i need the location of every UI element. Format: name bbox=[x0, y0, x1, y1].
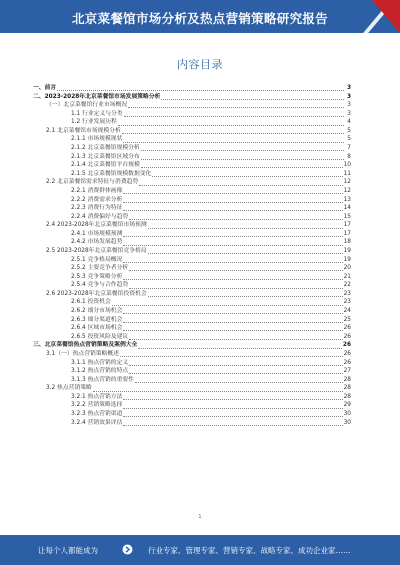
toc-entry[interactable] bbox=[33, 93, 351, 102]
toc-entry-page: 11 bbox=[343, 170, 351, 177]
toc-leader-dots bbox=[135, 377, 343, 383]
page-header bbox=[0, 0, 400, 33]
toc-entry[interactable] bbox=[33, 135, 351, 144]
toc-entry[interactable] bbox=[33, 127, 351, 136]
toc-leader-dots bbox=[122, 128, 344, 134]
toc-entry[interactable] bbox=[33, 247, 351, 256]
toc-entry-label: 2.2.2 消费需求分析 bbox=[71, 196, 123, 203]
toc-entry-page: 14 bbox=[343, 205, 351, 212]
toc-leader-dots bbox=[129, 283, 342, 289]
toc-entry-label: 1.2 行业发展历程 bbox=[71, 119, 117, 126]
toc-entry-page: 30 bbox=[343, 419, 351, 426]
toc-entry-label: 一、前言 bbox=[33, 85, 57, 91]
toc-entry-label: 三、北京菜餐馆热点营销策略及案例大全 bbox=[33, 342, 138, 349]
toc-entry-label: 3.1（一）热点营销策略概述 bbox=[46, 350, 119, 357]
toc-entry-page: 5 bbox=[347, 136, 351, 143]
toc-entry-page: 28 bbox=[343, 393, 351, 400]
toc-entry[interactable] bbox=[33, 101, 351, 110]
toc-entry-page: 29 bbox=[343, 402, 351, 409]
toc-entry-page: 7 bbox=[347, 145, 351, 152]
toc-leader-dots bbox=[141, 145, 344, 151]
toc-entry-label: 2.5 2023-2028年北京菜餐馆竞争格局 bbox=[46, 247, 147, 254]
toc-leader-dots bbox=[161, 94, 344, 100]
toc-entry-page: 20 bbox=[343, 265, 351, 272]
toc-entry-page: 19 bbox=[343, 256, 351, 263]
toc-entry-label: 2.1.2 北京菜餐馆规模分析 bbox=[71, 145, 140, 152]
table-of-contents bbox=[33, 84, 351, 427]
toc-entry[interactable] bbox=[33, 281, 351, 290]
toc-entry-page: 24 bbox=[343, 308, 351, 315]
toc-entry[interactable] bbox=[33, 230, 351, 239]
toc-leader-dots bbox=[123, 137, 344, 143]
toc-entry-label: 2.4.2 市场发展趋势 bbox=[71, 239, 123, 246]
toc-entry-page: 26 bbox=[343, 359, 351, 366]
toc-entry-page: 18 bbox=[343, 239, 351, 246]
toc-leader-dots bbox=[57, 85, 344, 91]
toc-entry-label: 2.2.1 消费群体画像 bbox=[71, 187, 123, 194]
toc-entry[interactable] bbox=[33, 298, 351, 307]
page-number: 1 bbox=[198, 514, 202, 520]
toc-leader-dots bbox=[129, 334, 342, 340]
toc-entry-label: 2.6.5 投资风险及建议 bbox=[71, 333, 129, 340]
toc-entry[interactable] bbox=[33, 178, 351, 187]
toc-entry-page: 26 bbox=[343, 350, 351, 357]
toc-entry[interactable] bbox=[33, 187, 351, 196]
toc-leader-dots bbox=[123, 188, 342, 194]
toc-entry[interactable] bbox=[33, 376, 351, 385]
toc-entry-label: 1.1 行业定义与分类 bbox=[71, 110, 123, 117]
toc-entry-page: 25 bbox=[343, 316, 351, 323]
toc-entry-page: 23 bbox=[343, 290, 351, 297]
toc-leader-dots bbox=[120, 351, 343, 357]
toc-entry[interactable] bbox=[33, 316, 351, 325]
toc-leader-dots bbox=[129, 214, 342, 220]
toc-entry-label: 3.2.1 热点营销方法 bbox=[71, 393, 123, 400]
toc-entry[interactable] bbox=[33, 401, 351, 410]
toc-leader-dots bbox=[123, 325, 342, 331]
toc-entry[interactable] bbox=[33, 221, 351, 230]
toc-entry-label: 2.1 北京菜餐馆市场规模分析 bbox=[46, 127, 121, 134]
toc-entry-label: 2.4.1 市场规模预测 bbox=[71, 230, 123, 237]
toc-leader-dots bbox=[123, 394, 342, 400]
toc-entry-label: 3.1.2 热点营销的特点 bbox=[71, 368, 129, 375]
toc-leader-dots bbox=[112, 300, 343, 306]
toc-leader-dots bbox=[148, 248, 343, 254]
toc-entry-page: 4 bbox=[347, 119, 351, 126]
toc-leader-dots bbox=[123, 257, 342, 263]
toc-entry-label: 2.5.4 竞争与合作趋势 bbox=[71, 282, 129, 289]
toc-entry-page: 3 bbox=[347, 102, 351, 109]
toc-entry-label: 2.1.5 北京菜餐馆规模数据变化 bbox=[71, 170, 152, 177]
toc-entry-label: 2.6.3 细分渠道机会 bbox=[71, 316, 123, 323]
toc-entry-page: 26 bbox=[343, 325, 351, 332]
toc-leader-dots bbox=[123, 274, 342, 280]
header-corner-decoration bbox=[372, 0, 400, 33]
toc-entry-page: 15 bbox=[343, 213, 351, 220]
toc-entry-label: 2.2.3 消费行为特征 bbox=[71, 205, 123, 212]
toc-leader-dots bbox=[123, 420, 342, 426]
toc-leader-dots bbox=[129, 360, 342, 366]
toc-entry-label: 二、2023-2028年北京菜餐馆市场发展策略分析 bbox=[33, 93, 161, 100]
toc-entry[interactable] bbox=[33, 196, 351, 205]
toc-entry[interactable] bbox=[33, 333, 351, 342]
toc-entry[interactable] bbox=[33, 273, 351, 282]
toc-entry-label: 2.1.1 市场规模现状 bbox=[71, 136, 123, 143]
toc-leader-dots bbox=[123, 317, 342, 323]
toc-entry-page: 3 bbox=[346, 93, 351, 100]
toc-entry-page: 28 bbox=[343, 385, 351, 392]
toc-entry-label: 2.5.3 竞争策略分析 bbox=[71, 273, 123, 280]
toc-entry-label: 2.6.1 投资机会 bbox=[71, 299, 111, 306]
toc-entry[interactable] bbox=[33, 410, 351, 419]
toc-entry-page: 28 bbox=[343, 376, 351, 383]
toc-leader-dots bbox=[139, 180, 342, 186]
footer-roles: 行业专家、管理专家、营销专家、战略专家、成功企业家…… bbox=[148, 546, 351, 555]
toc-leader-dots bbox=[129, 265, 342, 271]
toc-entry-label: （一）北京菜餐馆行业市场概况 bbox=[46, 102, 128, 109]
toc-entry[interactable] bbox=[33, 144, 351, 153]
toc-leader-dots bbox=[123, 308, 342, 314]
toc-leader-dots bbox=[124, 111, 344, 117]
toc-leader-dots bbox=[128, 102, 344, 108]
toc-entry-page: 23 bbox=[343, 299, 351, 306]
toc-leader-dots bbox=[123, 411, 342, 417]
toc-entry-label: 3.2 热点营销策略 bbox=[46, 385, 92, 392]
toc-entry-page: 17 bbox=[343, 230, 351, 237]
toc-leader-dots bbox=[129, 368, 342, 374]
toc-entry[interactable] bbox=[33, 153, 351, 162]
toc-entry[interactable] bbox=[33, 393, 351, 402]
toc-entry[interactable] bbox=[33, 238, 351, 247]
toc-entry-label: 3.2.3 热点营销渠道 bbox=[71, 410, 123, 417]
toc-entry[interactable] bbox=[33, 307, 351, 316]
toc-entry-page: 26 bbox=[343, 333, 351, 340]
toc-entry[interactable] bbox=[33, 118, 351, 127]
toc-entry-page: 22 bbox=[343, 282, 351, 289]
report-title: 北京菜餐馆市场分析及热点营销策略研究报告 bbox=[71, 11, 328, 26]
toc-entry-label: 3.1.3 热点营销的重要性 bbox=[71, 376, 134, 383]
toc-entry[interactable] bbox=[33, 204, 351, 213]
toc-leader-dots bbox=[123, 240, 342, 246]
toc-entry-label: 2.4 2023-2028年北京菜餐馆市场预测 bbox=[46, 222, 147, 229]
toc-entry-label: 3.2.2 营销策略选择 bbox=[71, 402, 123, 409]
toc-entry[interactable] bbox=[33, 110, 351, 119]
toc-entry[interactable] bbox=[33, 290, 351, 299]
toc-leader-dots bbox=[93, 386, 343, 392]
toc-leader-dots bbox=[138, 343, 342, 349]
toc-entry-label: 2.2.4 消费偏好与趋势 bbox=[71, 213, 129, 220]
toc-entry-label: 2.6 2023-2028年北京菜餐馆投资机会 bbox=[46, 290, 147, 297]
toc-entry-label: 2.1.4 北京菜餐馆平台规模 bbox=[71, 162, 140, 169]
toc-entry-page: 5 bbox=[347, 127, 351, 134]
toc-entry[interactable] bbox=[33, 213, 351, 222]
toc-entry[interactable] bbox=[33, 84, 351, 93]
toc-entry-page: 8 bbox=[347, 153, 351, 160]
toc-entry[interactable] bbox=[33, 264, 351, 273]
toc-entry[interactable] bbox=[33, 384, 351, 393]
toc-leader-dots bbox=[123, 403, 342, 409]
toc-leader-dots bbox=[148, 291, 343, 297]
toc-entry-label: 2.2 北京菜餐馆需求特征与消费趋势 bbox=[46, 179, 139, 186]
toc-entry[interactable] bbox=[33, 350, 351, 359]
toc-entry[interactable] bbox=[33, 419, 351, 428]
toc-entry[interactable] bbox=[33, 161, 351, 170]
toc-entry-label: 2.1.3 北京菜餐馆区域分布 bbox=[71, 153, 140, 160]
page-footer bbox=[0, 535, 400, 565]
toc-leader-dots bbox=[148, 223, 343, 229]
toc-entry-label: 3.1.1 热点营销的定义 bbox=[71, 359, 129, 366]
toc-entry[interactable] bbox=[33, 324, 351, 333]
toc-leader-dots bbox=[123, 197, 342, 203]
toc-leader-dots bbox=[141, 162, 343, 168]
toc-leader-dots bbox=[118, 120, 344, 126]
toc-entry-label: 2.6.4 区域市场机会 bbox=[71, 325, 123, 332]
toc-entry-label: 2.6.2 细分市场机会 bbox=[71, 308, 123, 315]
toc-leader-dots bbox=[141, 154, 344, 160]
toc-entry-page: 26 bbox=[342, 342, 351, 349]
toc-entry-label: 3.2.4 营销效果评估 bbox=[71, 419, 123, 426]
toc-entry-page: 3 bbox=[346, 85, 351, 91]
toc-entry[interactable] bbox=[33, 256, 351, 265]
footer-slogan: 让每个人都能成为 bbox=[38, 546, 98, 555]
toc-entry-page: 12 bbox=[343, 187, 351, 194]
toc-entry[interactable] bbox=[33, 359, 351, 368]
toc-entry[interactable] bbox=[33, 170, 351, 179]
toc-heading: 内容目录 bbox=[177, 58, 223, 71]
toc-entry-page: 17 bbox=[343, 222, 351, 229]
toc-leader-dots bbox=[152, 171, 342, 177]
toc-entry-label: 2.5.2 主要竞争者分析 bbox=[71, 265, 129, 272]
toc-entry-page: 3 bbox=[347, 110, 351, 117]
toc-entry[interactable] bbox=[33, 341, 351, 350]
toc-leader-dots bbox=[123, 231, 342, 237]
toc-entry-page: 27 bbox=[343, 368, 351, 375]
toc-entry-label: 2.5.1 竞争格局概况 bbox=[71, 256, 123, 263]
toc-entry-page: 10 bbox=[343, 162, 351, 169]
toc-leader-dots bbox=[123, 205, 342, 211]
toc-entry-page: 19 bbox=[343, 247, 351, 254]
toc-entry-page: 13 bbox=[343, 196, 351, 203]
toc-entry-page: 21 bbox=[343, 273, 351, 280]
toc-entry-page: 12 bbox=[343, 179, 351, 186]
toc-entry-page: 30 bbox=[343, 410, 351, 417]
toc-entry[interactable] bbox=[33, 367, 351, 376]
arrow-right-icon bbox=[122, 544, 133, 555]
